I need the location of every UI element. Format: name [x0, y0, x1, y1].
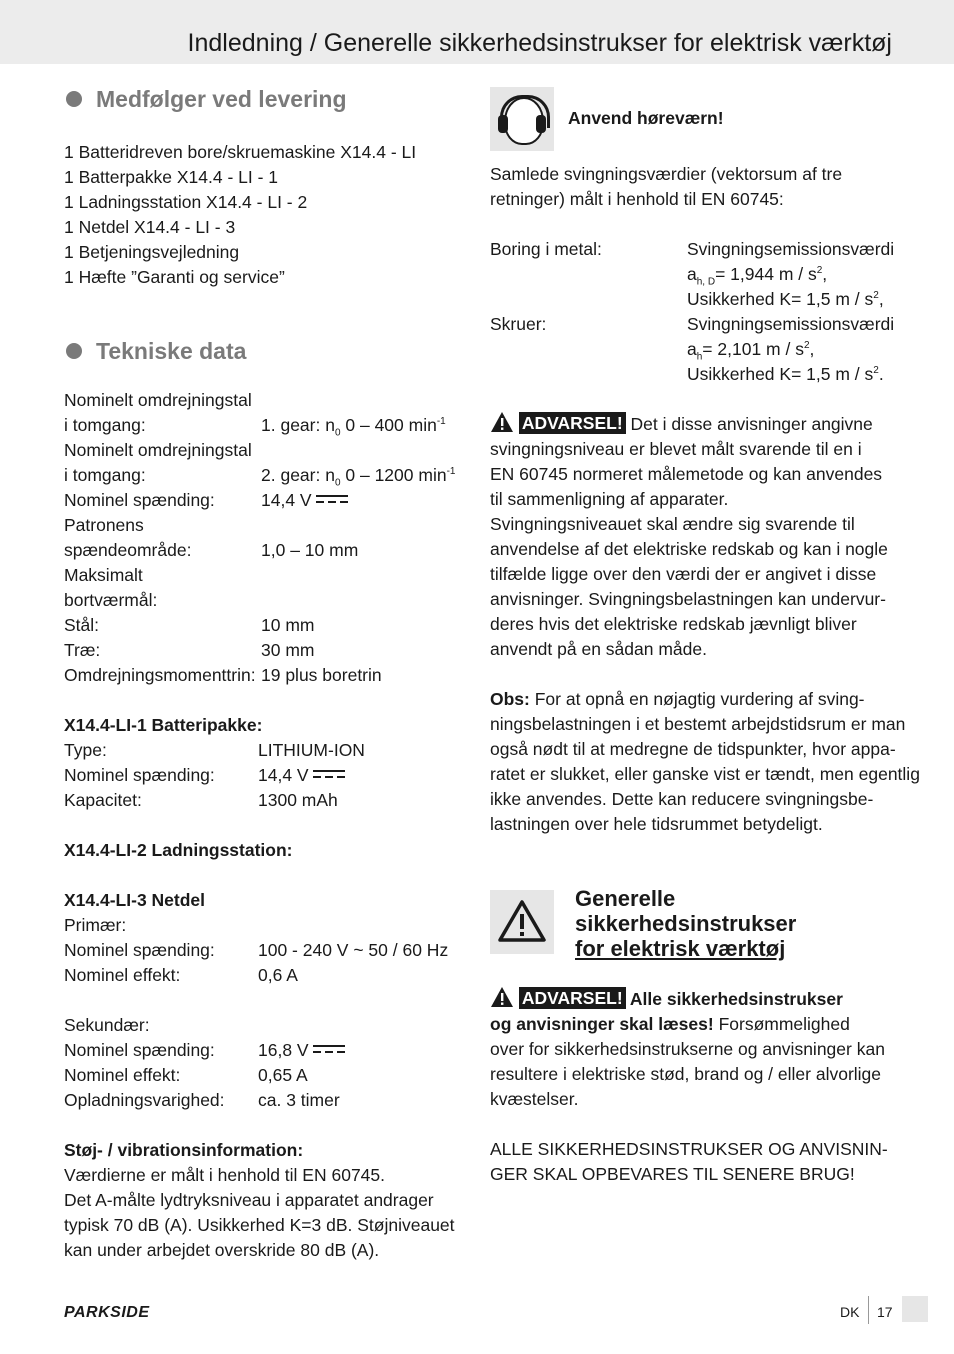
page-title: Indledning / Generelle sikkerhedsinstrukser for elektrisk værktøj — [187, 29, 892, 57]
table-row: Træ: 30 mm — [64, 640, 315, 660]
table-row: spændeområde: 1,0 – 10 mm — [64, 540, 359, 560]
table-row: i tomgang: 1. gear: $n_0$ 0 – 400 $\min^{-1}$ — [64, 415, 446, 439]
delivery-heading: Medfølger ved levering — [64, 84, 464, 114]
list-item: 1 Betjeningsvejledning — [64, 242, 240, 262]
bullet-dot-icon — [66, 91, 82, 107]
table-row: Kapacitet: 1300 mAh — [64, 790, 338, 810]
right-column: Anvend høreværn! Samlede svingningsværdier (vektorsum af tre retninger) målt i henhold til EN 60745: Boring i metal: Svingningsemissionsværdi $a_{h, D}= 1,944$ m / $s^2$, Usikkerhed K= 1,5 m / $s^2$, Skruer: Svingningsemissionsværdi $a_h= 2,101$ m / $s^2$, Usikkerhed K= 1,5 m / $s^2$. ADVARSEL! Det i disse anvisninger angivne svingningsniveau er blevet målt svarende til en i EN 60745 normeret målemetode og kan anvendes til sammenligning af apparater. Svingningsniveauet skal ændre sig svarende til anvendelse af det elektriske redskab og kan i nogle tilfælde ligge over den værdi der er angivet i disse anvisninger. Svingningsbelastningen kan undervur- deres hvis det elektriske redskab jævnligt bliver anvendt på en sådan måde. Obs: For at opnå en nøjagtig vurdering af sving- ningsbelastningen i et bestemt arbejdstidsrum er man også nødt til at medregne de tidspunkter, hvor appa- ratet er slukket, eller ganske vist er tændt, men egentlig ikke anvendes. Dette kan reducere svingningsbe- lastningen over hele tidsrummet betydeligt. — [490, 87, 890, 837]
table-row: Stål: 10 mm — [64, 615, 315, 635]
general-warning-block: ADVARSEL! Alle sikkerhedsinstrukser og anvisninger skal læses! Forsømmelighed over for sikkerhedsinstrukserne og anvisninger kan resultere i elektriske stød, brand og / eller alvorlige kvæstelser. ALLE SIKKERHEDSINSTRUKSER OG ANVISNIN- GER SKAL OPBEVARES TIL SENERE BRUG! — [490, 988, 888, 1184]
table-row: Nominel effekt: 0,65 A — [64, 1065, 308, 1085]
bullet-dot-icon — [66, 343, 82, 359]
language-code: DK — [840, 1304, 860, 1320]
table-row: Nominel effekt: 0,6 A — [64, 965, 298, 985]
general-safety-heading: Generelle sikkerhedsinstrukser for elektrisk værktøj — [575, 886, 797, 961]
tech-table: Nominelt omdrejningstal i tomgang: 1. gear: $n_0$ 0 – 400 $\min^{-1}$ Nominelt omdrejningstal i tomgang: 2. gear: $n_0$ 0 – 1200 $\min^{-1}$ Nominel spænding: 14,4 V Patronens spændeområde: 1,0 – 10 mm Maksimalt bortværmål: Stål: 10 mm Træ: 30 mm Omdrejningsmomenttrin: 19 plus boretrin — [64, 388, 464, 688]
list-item: 1 Netdel X14.4 - LI - 3 — [64, 217, 236, 237]
table-row: Nominel spænding: 14,4 V — [64, 763, 464, 788]
warning-paragraph: ADVARSEL! Det i disse anvisninger angivne — [490, 412, 890, 437]
noise-heading: Støj- / vibrationsinformation: — [64, 1140, 304, 1160]
hearing-notice: Anvend høreværn! — [490, 87, 890, 151]
direct-current-icon — [313, 1043, 345, 1055]
warning-badge: ADVARSEL! — [519, 987, 626, 1009]
table-row: Nominel spænding: 16,8 V — [64, 1038, 464, 1063]
obs-paragraph: Obs: For at opnå en nøjagtig vurdering af sving- — [490, 689, 865, 709]
table-row: Opladningsvarighed: ca. 3 timer — [64, 1090, 340, 1110]
netdel-heading: X14.4-LI-3 Netdel — [64, 890, 206, 910]
table-row: Nominel spænding: 100 - 240 V ~ 50 / 60 Hz — [64, 940, 449, 960]
brand-logo: PARKSIDE — [64, 1304, 150, 1321]
list-item: 1 Ladningsstation X14.4 - LI - 2 — [64, 192, 308, 212]
list-item: 1 Batterpakke X14.4 - LI - 1 — [64, 167, 279, 187]
table-row: Type: LITHIUM-ION — [64, 740, 365, 760]
warning-triangle-icon — [490, 986, 514, 1008]
page-number: 17 — [877, 1304, 893, 1320]
battery-heading: X14.4-LI-1 Batteripakke: — [64, 715, 263, 735]
page-header — [0, 0, 954, 64]
table-row: i tomgang: 2. gear: $n_0$ 0 – 1200 $\min^{-1}$ — [64, 465, 456, 489]
table-row: Skruer: Svingningsemissionsværdi — [490, 314, 895, 334]
table-row: Nominel spænding: 14,4 V — [64, 488, 464, 513]
direct-current-icon — [316, 493, 348, 505]
general-warning-icon — [490, 890, 554, 954]
delivery-list — [64, 140, 464, 290]
table-row: Omdrejningsmomenttrin: 19 plus boretrin — [64, 665, 382, 685]
footer-divider — [868, 1296, 869, 1324]
warning-triangle-icon — [490, 411, 514, 433]
ear-protection-icon — [490, 87, 554, 151]
direct-current-icon — [313, 768, 345, 780]
tech-heading: Tekniske data — [64, 336, 464, 366]
footer-tab — [902, 1296, 928, 1322]
left-column: Medfølger ved levering 1 Batteridreven bore/skruemaskine X14.4 - LI 1 Batterpakke X14.4 - LI - 1 1 Ladningsstation X14.4 - LI - 2 1 Netdel X14.4 - LI - 3 1 Betjeningsvejledning 1 Hæfte ”Garanti og service” Tekniske data Nominelt omdrejningstal i tomgang: 1. gear: $n_0$ 0 – 400 $\min^{-1}$ Nominelt omdrejningstal i tomgang: 2. gear: $n_0$ 0 – 1200 $\min^{-1}$ Nominel spænding: 14,4 V Patronens spændeområde: 1,0 – 10 mm Maksimalt bortværmål: Stål: 10 mm Træ: 30 mm Omdrejningsmomenttrin: 19 plus boretrin X14.4-LI-1 Batteripakke: Type: LITHIUM-ION Nominel spænding: 14,4 V Kapacitet: 1300 mAh X14.4-LI-2 Ladningsstation: X14.4-LI-3 Netdel Primær: Nominel spænding: 100 - 240 V ~ 50 / 60 Hz Nominel effekt: 0,6 A Sekundær: Nominel spænding: 16,8 V Nominel effekt: 0,65 A Opladningsvarighed: ca. 3 timer Støj- / vibrationsinformation: Værdierne er målt i henhold til EN 60745. Det A-målte lydtryksniveau i apparatet andrager typisk 70 dB (A). Usikkerhed K=3 dB. Støjniveauet kan under arbejdet overskride 80 dB (A). — [64, 84, 464, 1263]
table-row: Boring i metal: Svingningsemissionsværdi — [490, 239, 895, 259]
warning-badge: ADVARSEL! — [519, 412, 626, 434]
charger-heading: X14.4-LI-2 Ladningsstation: — [64, 840, 293, 860]
list-item: 1 Hæfte ”Garanti og service” — [64, 267, 285, 287]
list-item: 1 Batteridreven bore/skruemaskine X14.4 - LI — [64, 142, 417, 162]
